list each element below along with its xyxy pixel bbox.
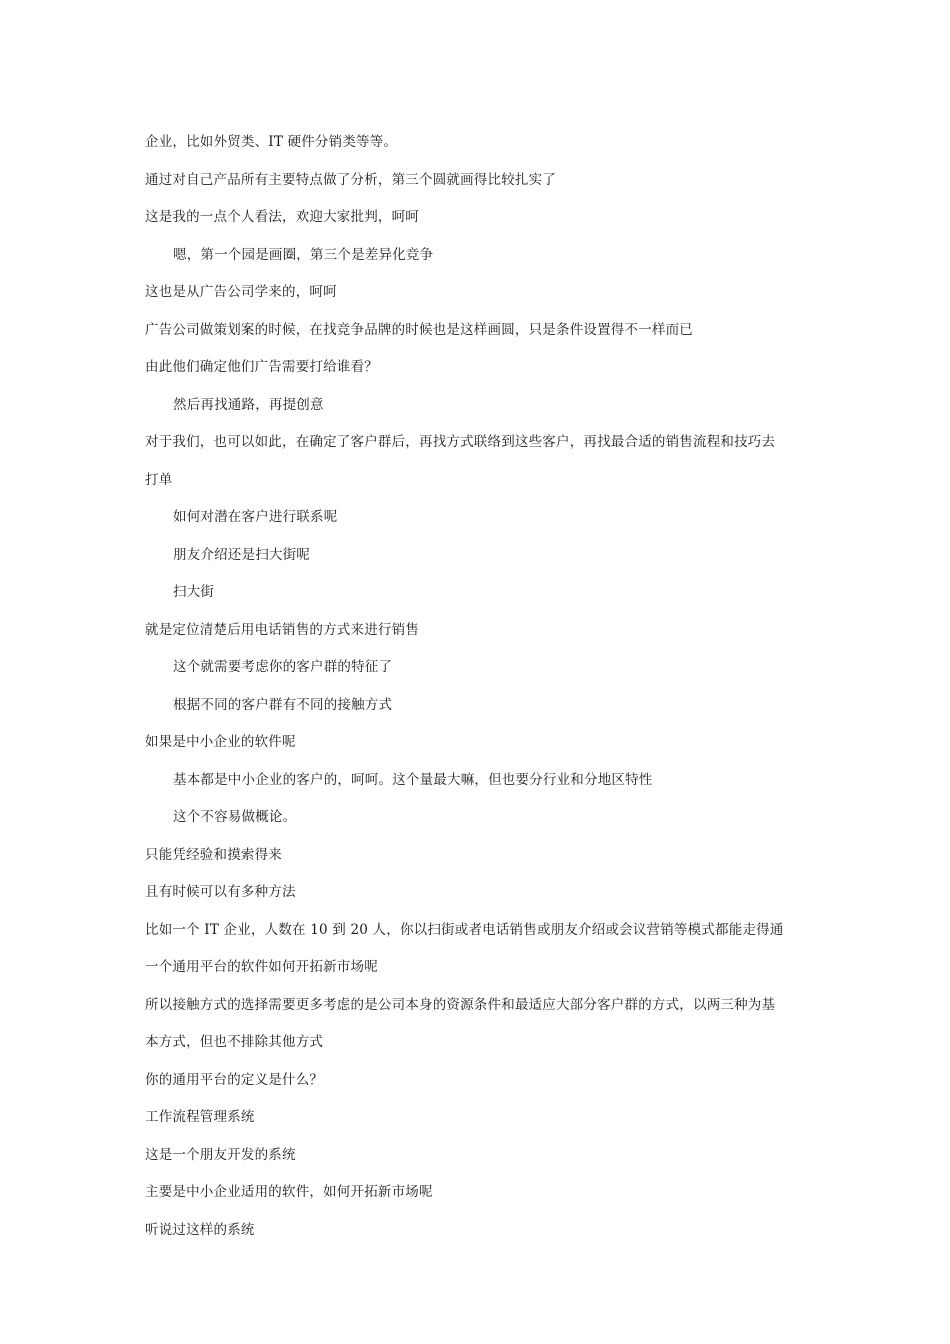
paragraph-line: 由此他们确定他们广告需要打给谁看？ xyxy=(145,359,378,375)
paragraph-line: 所以接触方式的选择需要更多考虑的是公司本身的资源条件和最适应大部分客户群的方式，以两三种为基 xyxy=(145,996,776,1013)
paragraph-line: 主要是中小企业适用的软件，如何开拓新市场呢 xyxy=(145,1184,433,1200)
paragraph-line: 你的通用平台的定义是什么？ xyxy=(145,1071,324,1088)
paragraph-line: 基本都是中小企业的客户的，呵呵。这个量最大嘛，但也要分行业和分地区特性 xyxy=(173,771,653,788)
paragraph-line: 本方式，但也不排除其他方式 xyxy=(145,1034,324,1050)
paragraph-line: 如何对潜在客户进行联系呢 xyxy=(173,509,338,525)
paragraph-line: 听说过这样的系统 xyxy=(145,1221,255,1238)
paragraph-line: 朋友介绍还是扫大街呢 xyxy=(173,546,310,563)
paragraph-line: 扫大街 xyxy=(173,584,215,600)
paragraph-line: 工作流程管理系统 xyxy=(145,1109,255,1125)
paragraph-line: 打单 xyxy=(145,471,173,488)
document-body xyxy=(145,124,825,1249)
paragraph-line: 广告公司做策划案的时候，在找竞争品牌的时候也是这样画圆，只是条件设置得不一样而已 xyxy=(145,321,693,338)
paragraph-line: 这个就需要考虑你的客户群的特征了 xyxy=(173,659,393,675)
paragraph-line: 这是一个朋友开发的系统 xyxy=(145,1146,296,1163)
paragraph-line: 就是定位清楚后用电话销售的方式来进行销售 xyxy=(145,621,419,638)
paragraph-line: 然后再找通路，再提创意 xyxy=(173,396,324,413)
paragraph-line: 这也是从广告公司学来的，呵呵 xyxy=(145,284,337,300)
paragraph-line: 只能凭经验和摸索得来 xyxy=(145,846,282,863)
paragraph-line: 根据不同的客户群有不同的接触方式 xyxy=(173,696,393,713)
paragraph-line: 这个不容易做概论。 xyxy=(173,809,297,825)
paragraph-line: 比如一个 IT 企业，人数在 10 到 20 人，你以扫街或者电话销售或朋友介绍或会议营销等模式都能走得通 xyxy=(145,921,784,938)
paragraph-line: 对于我们，也可以如此，在确定了客户群后，再找方式联络到这些客户，再找最合适的销售流程和技巧去 xyxy=(145,434,776,450)
paragraph-line: 如果是中小企业的软件呢 xyxy=(145,734,296,750)
paragraph-line: 企业，比如外贸类、IT 硬件分销类等等。 xyxy=(145,134,398,150)
paragraph-line: 一个通用平台的软件如何开拓新市场呢 xyxy=(145,959,378,975)
paragraph-line: 且有时候可以有多种方法 xyxy=(145,884,296,900)
paragraph-line: 这是我的一点个人看法，欢迎大家批判，呵呵 xyxy=(145,209,419,225)
paragraph-line: 通过对自己产品所有主要特点做了分析，第三个圆就画得比较扎实了 xyxy=(145,171,556,188)
paragraph-line: 嗯，第一个园是画圈，第三个是差异化竞争 xyxy=(173,246,434,263)
